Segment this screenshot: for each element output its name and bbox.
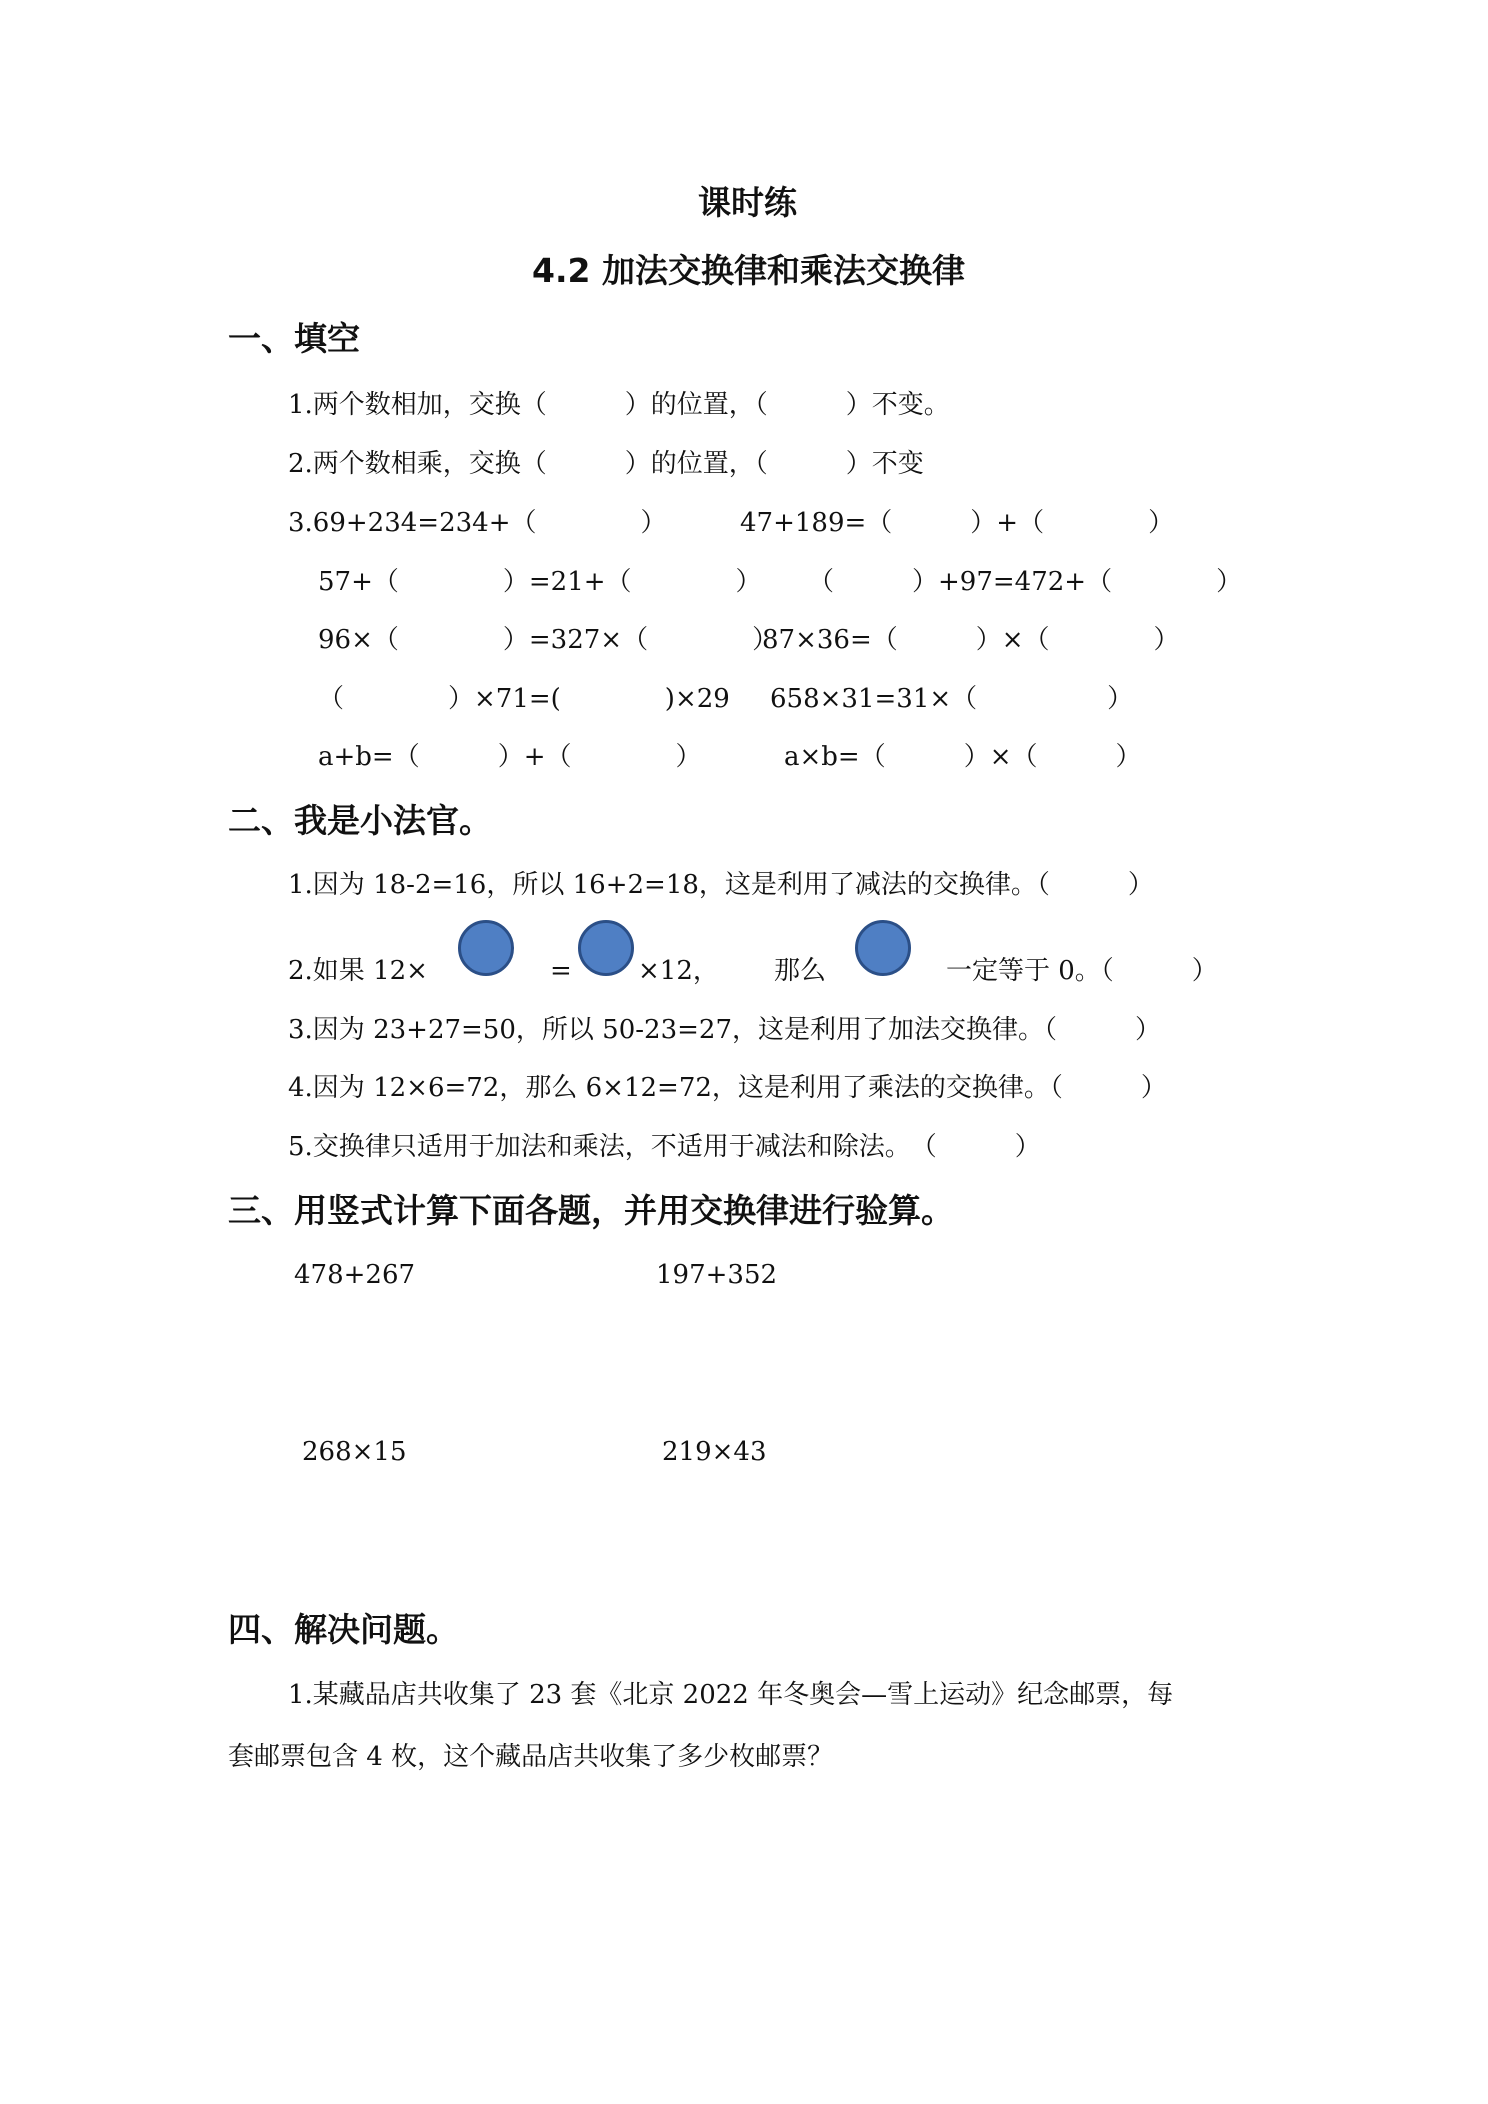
- s1-question-2: 2.两个数相乘，交换（ ）的位置，（ ）不变: [288, 449, 924, 479]
- blue-circle-shape: [578, 920, 634, 976]
- s1-question-3g: （ ）×71=( )×29: [318, 684, 730, 714]
- s1-question-3e: 96×（ ）=327×（ ）: [318, 625, 779, 655]
- s1-question-3j: a×b=（ ）×（ ）: [784, 742, 1142, 772]
- lesson-subtitle: 4.2 加法交换律和乘法交换律: [532, 251, 965, 290]
- s1-question-3i: a+b=（ ）+（ ）: [318, 742, 702, 772]
- s2-question-4: 4.因为 12×6=72，那么 6×12=72，这是利用了乘法的交换律。（ ）: [288, 1073, 1167, 1103]
- blue-circle-shape: [855, 920, 911, 976]
- s1-question-3f: 87×36=（ ）×（ ）: [762, 625, 1180, 655]
- s1-question-3d: （ ）+97=472+（ ）: [808, 567, 1243, 597]
- s2-question-1: 1.因为 18-2=16，所以 16+2=18，这是利用了减法的交换律。（ ）: [288, 870, 1154, 900]
- s1-question-1: 1.两个数相加，交换（ ）的位置，（ ）不变。: [288, 390, 950, 420]
- s2-question-2-then: 那么: [774, 956, 827, 986]
- section-3-heading: 三、用竖式计算下面各题，并用交换律进行验算。: [228, 1191, 954, 1230]
- s1-question-3a: 3.69+234=234+（ ）: [288, 508, 667, 538]
- s2-question-2-times: ×12，: [638, 956, 719, 986]
- section-4-heading: 四、解决问题。: [228, 1610, 459, 1649]
- s2-question-5: 5.交换律只适用于加法和乘法，不适用于减法和除法。 （ ）: [288, 1132, 1041, 1162]
- section-1-heading: 一、填空: [228, 319, 360, 358]
- s2-question-2-end: 一定等于 0。（ ）: [946, 956, 1218, 986]
- s2-question-3: 3.因为 23+27=50，所以 50-23=27，这是利用了加法交换律。（ ）: [288, 1015, 1161, 1045]
- vertical-calc-2: 197+352: [656, 1260, 778, 1290]
- word-problem-1-line-1: 1.某藏品店共收集了 23 套《北京 2022 年冬奥会—雪上运动》纪念邮票，每: [288, 1680, 1174, 1710]
- s2-question-2-equals: =: [550, 956, 572, 986]
- s1-question-3b: 47+189=（ ）+（ ）: [740, 508, 1175, 538]
- s1-question-3c: 57+（ ）=21+（ ）: [318, 567, 762, 597]
- s2-question-2-start: 2.如果 12×: [288, 956, 428, 986]
- section-2-heading: 二、我是小法官。: [228, 801, 492, 840]
- blue-circle-shape: [458, 920, 514, 976]
- word-problem-1-line-2: 套邮票包含 4 枚，这个藏品店共收集了多少枚邮票？: [228, 1742, 834, 1772]
- vertical-calc-4: 219×43: [662, 1437, 767, 1467]
- vertical-calc-3: 268×15: [302, 1437, 407, 1467]
- vertical-calc-1: 478+267: [294, 1260, 416, 1290]
- worksheet-title: 课时练: [698, 183, 797, 222]
- s1-question-3h: 658×31=31×（ ）: [770, 684, 1134, 714]
